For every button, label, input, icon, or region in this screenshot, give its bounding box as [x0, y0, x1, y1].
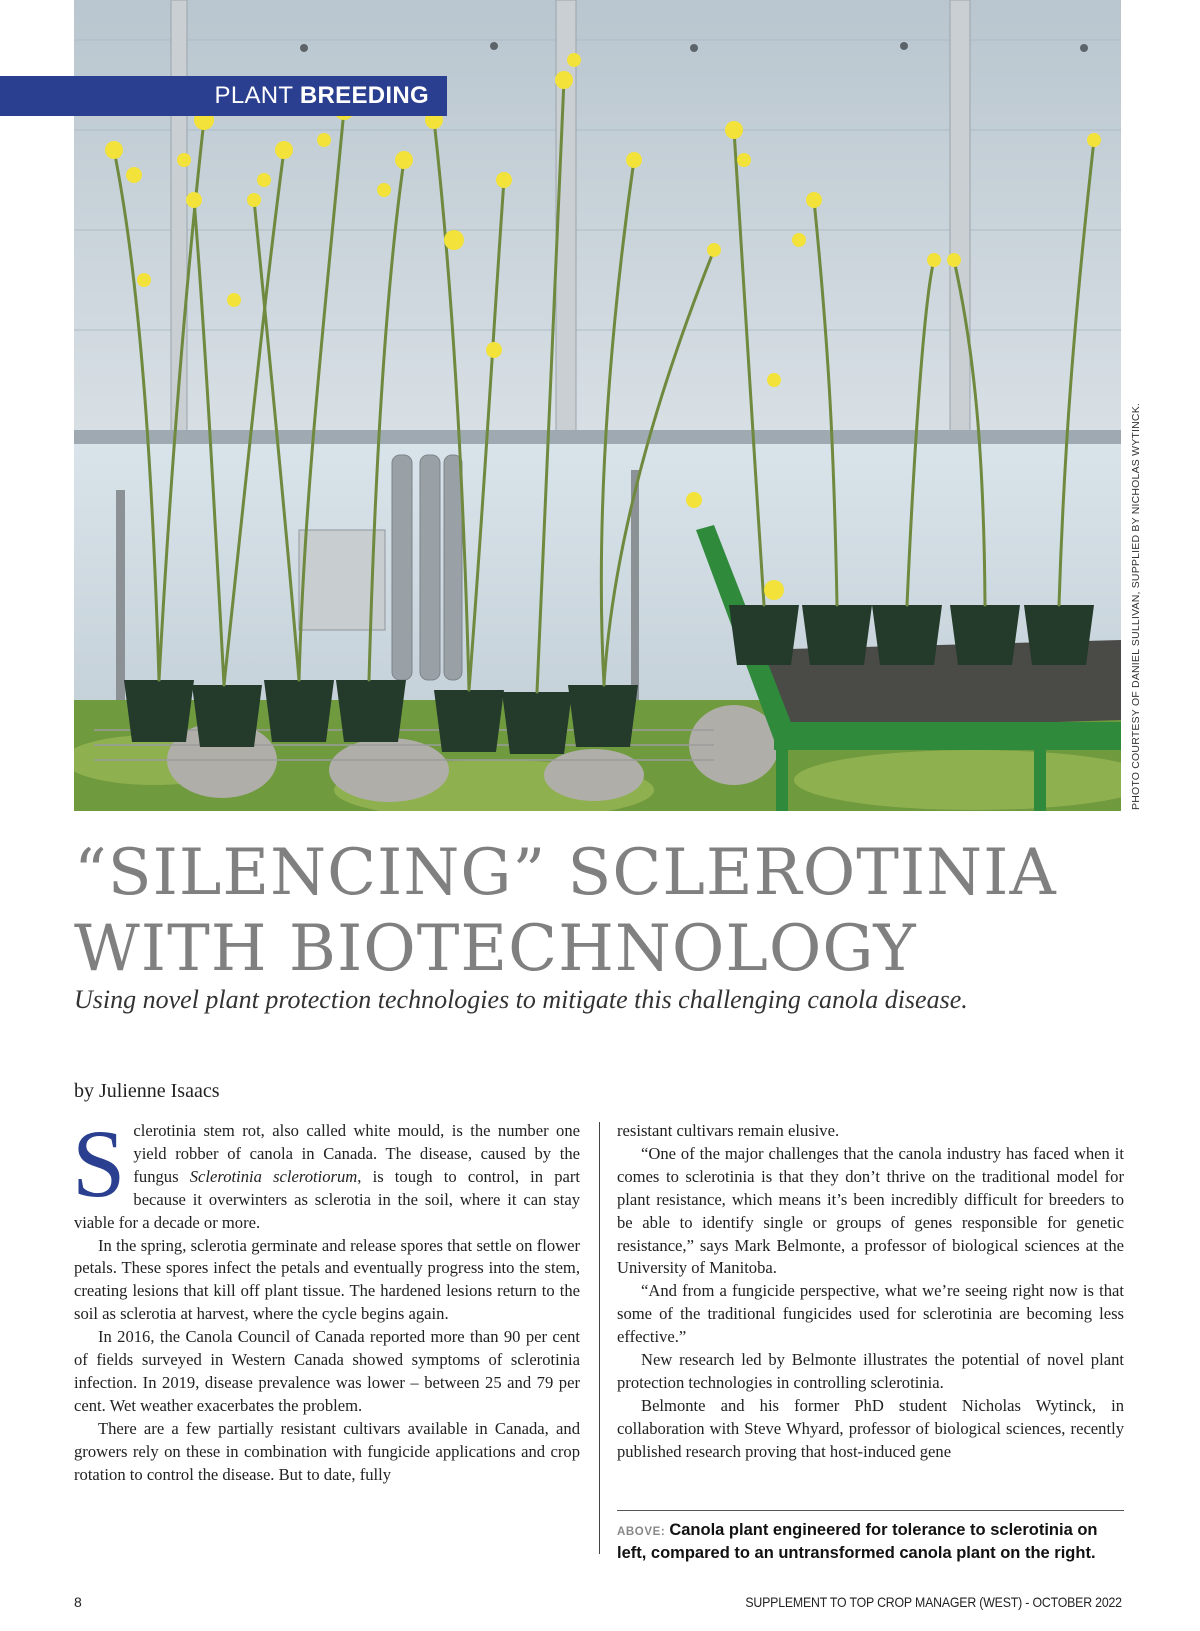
- article-column-right: [617, 1120, 1124, 1464]
- caption-text: Canola plant engineered for tolerance to sclerotinia on left, compared to an untransformed canola plant on the right.: [617, 1521, 1098, 1562]
- headline: [74, 835, 1124, 987]
- section-label: [0, 76, 447, 116]
- paragraph-1: [72, 1110, 580, 1235]
- section-label-plain: PLANT: [214, 82, 300, 109]
- paragraph-3: In 2016, the Canola Council of Canada reported more than 90 per cent of fields surveyed in Western Canada showed symptoms of sclerotinia infection. In 2019, disease prevalence was lower – between 25 and 79 per cent. Wet weather exacerbates the problem.: [74, 1327, 580, 1415]
- paragraph-1-part-a: clerotinia stem rot, also called white mould, is the number one yield robber of canola in Canada. The disease, caused by the fungus: [133, 1121, 580, 1186]
- photo-caption: [617, 1520, 1124, 1564]
- paragraph-5: resistant cultivars remain elusive.: [617, 1121, 840, 1140]
- page-number: 8: [74, 1594, 82, 1610]
- photo-credit: PHOTO COURTESY OF DANIEL SULLIVAN, SUPPLIED BY NICHOLAS WYTINCK.: [1130, 402, 1142, 810]
- paragraph-1-part-b: , is tough to control, in part because it overwinters as sclerotia in the soil, where it can stay viable for a decade or more.: [74, 1166, 580, 1232]
- publication-footer: SUPPLEMENT TO TOP CROP MANAGER (WEST) - OCTOBER 2022: [745, 1594, 1122, 1610]
- canola-plants-photo: [74, 0, 1121, 811]
- paragraph-7: “And from a fungicide perspective, what we’re seeing right now is that some of the traditional fungicides used for sclerotinia are becoming less effective.”: [617, 1281, 1124, 1347]
- species-name: Sclerotinia sclerotiorum: [189, 1166, 358, 1186]
- paragraph-6: “One of the major challenges that the canola industry has faced when it comes to sclerotinia is that they don’t thrive on the traditional model for plant resistance, which means it’s been incredibly difficult for breeders to be able to identify single or groups of genes responsible for genetic resistance,” says Mark Belmonte, a professor of biological sciences at the University of Manitoba.: [617, 1143, 1124, 1278]
- byline: by Julienne Isaacs: [74, 1080, 220, 1102]
- paragraph-4: There are a few partially resistant cultivars available in Canada, and growers rely on these in combination with fungicide applications and crop rotation to control the disease. But to date, fully: [74, 1418, 580, 1484]
- headline-line-1: “SILENCING” SCLEROTINIA: [74, 836, 1057, 910]
- caption-divider: [617, 1510, 1124, 1511]
- column-divider: [599, 1122, 600, 1554]
- drop-cap: S: [72, 1110, 126, 1217]
- subtitle: Using novel plant protection technologies to mitigate this challenging canola disease.: [74, 985, 968, 1014]
- section-label-bold: BREEDING: [299, 82, 429, 109]
- caption-label: ABOVE:: [617, 1526, 666, 1538]
- paragraph-2: In the spring, sclerotia germinate and release spores that settle on flower petals. These spores infect the petals and eventually progress into the stem, creating lesions that kill off plant tissue. The hardened lesions return to the soil as sclerotia at harvest, where the cycle begins again.: [74, 1235, 580, 1324]
- headline-line-2: WITH BIOTECHNOLOGY: [74, 912, 917, 986]
- paragraph-8: New research led by Belmonte illustrates the potential of novel plant protection technologies in controlling sclerotinia.: [617, 1350, 1124, 1392]
- article-column-left: [72, 1110, 580, 1487]
- paragraph-9: Belmonte and his former PhD student Nicholas Wytinck, in collaboration with Steve Whyard, professor of biological sciences, recently published research proving that host-induced gene: [617, 1395, 1124, 1461]
